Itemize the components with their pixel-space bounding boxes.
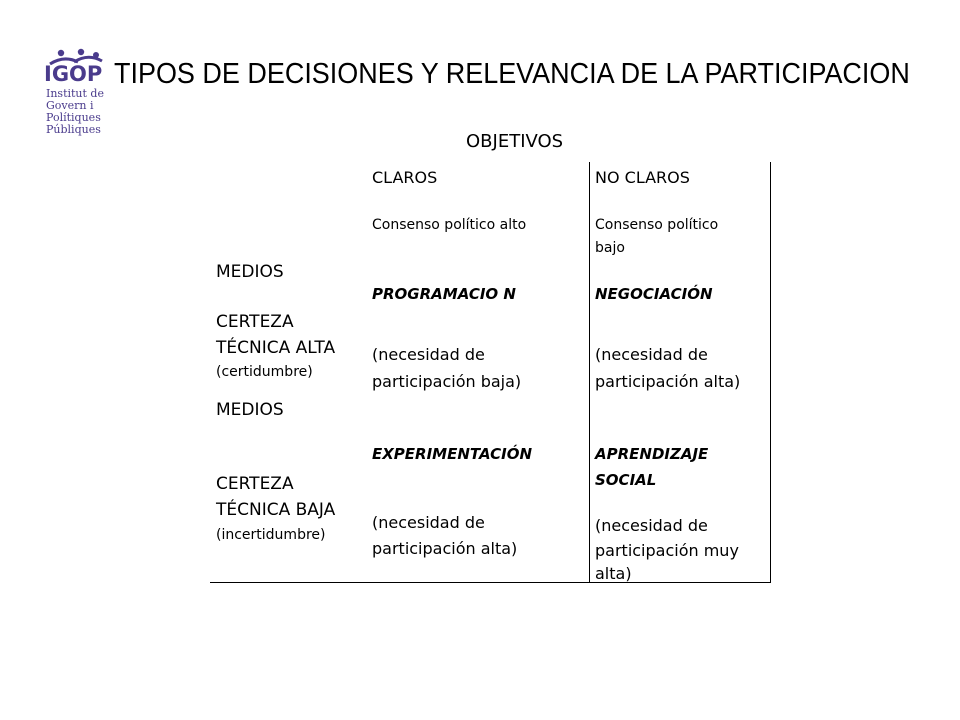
igop-logo [44, 48, 106, 148]
objectives-heading: OBJETIVOS [466, 131, 564, 152]
cell-participation-note: participación alta) [595, 372, 741, 391]
slide-title: TIPOS DE DECISIONES Y RELEVANCIA DE LA PARTICIPACION [114, 58, 910, 90]
row-header-medios: MEDIOS [216, 262, 284, 282]
row-subheader-note: (certidumbre) [216, 364, 313, 380]
column-subheader-no-claros: bajo [595, 240, 625, 256]
logo-line: Institut de [46, 87, 104, 100]
cell-participation-note: (necesidad de [595, 516, 708, 535]
column-header-no-claros: NO CLAROS [595, 168, 690, 187]
table-column-divider [589, 162, 590, 583]
cell-participation-note: (necesidad de [595, 345, 708, 364]
row-subheader-certeza: CERTEZA [216, 474, 294, 494]
row-subheader-certeza: TÉCNICA ALTA [216, 338, 336, 358]
logo-line: Govern i [46, 99, 94, 112]
logo-line: Públiques [46, 123, 101, 136]
row-subheader-certeza: TÉCNICA BAJA [216, 500, 336, 520]
cell-participation-note: participación alta) [372, 539, 518, 558]
logo-mark: IGOP [44, 62, 103, 86]
cell-decision-type: APRENDIZAJE [595, 445, 709, 463]
cell-decision-type: PROGRAMACIO N [372, 285, 516, 303]
cell-decision-type: NEGOCIACIÓN [595, 285, 713, 303]
cell-participation-note: participación muy [595, 541, 739, 560]
cell-participation-note: participación baja) [372, 372, 522, 391]
row-subheader-note: (incertidumbre) [216, 527, 326, 543]
row-subheader-certeza: CERTEZA [216, 312, 294, 332]
row-header-medios: MEDIOS [216, 400, 284, 420]
column-subheader-no-claros: Consenso político [595, 217, 719, 233]
table-right-border [770, 162, 771, 583]
logo-line: Polítiques [46, 111, 101, 124]
cell-decision-type: SOCIAL [595, 471, 657, 489]
table-bottom-border [210, 582, 771, 583]
column-subheader-claros: Consenso político alto [372, 217, 527, 233]
cell-participation-note: alta) [595, 564, 632, 583]
cell-decision-type: EXPERIMENTACIÓN [372, 445, 533, 463]
cell-participation-note: (necesidad de [372, 513, 485, 532]
column-header-claros: CLAROS [372, 168, 438, 187]
cell-participation-note: (necesidad de [372, 345, 485, 364]
